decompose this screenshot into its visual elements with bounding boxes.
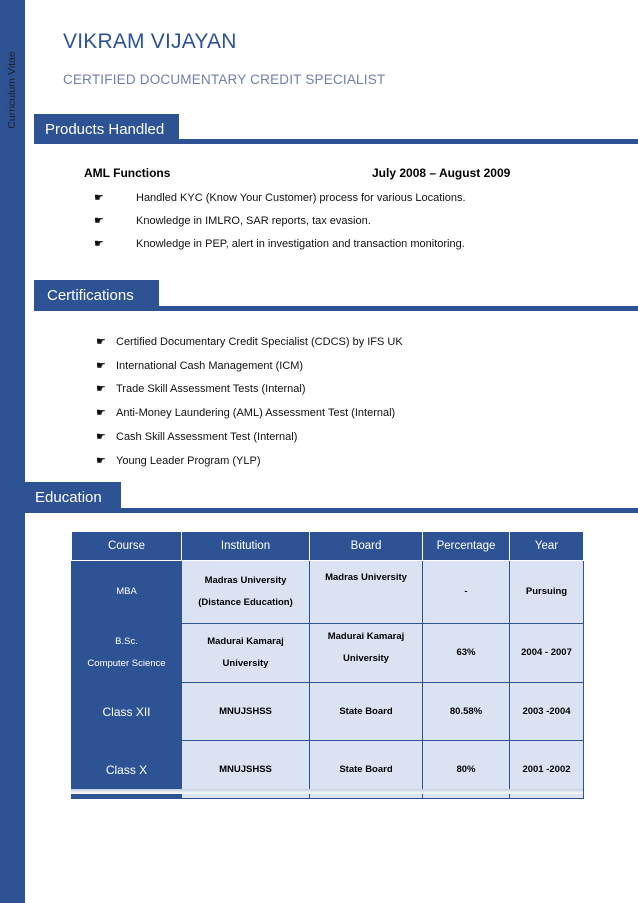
- table-row: [72, 561, 584, 624]
- cell-line: Madras University: [204, 575, 287, 586]
- cell-line: B.Sc.: [115, 636, 138, 647]
- product-bullet: [94, 191, 466, 204]
- certification-item: [96, 382, 306, 395]
- pointing-hand-icon: ☛: [96, 431, 106, 443]
- product-bullet: [94, 237, 465, 250]
- year-cell: 2004 - 2007: [510, 624, 584, 683]
- institution-cell: [182, 561, 310, 624]
- cell-line: Computer Science: [87, 658, 166, 669]
- certifications-section-heading: Certifications: [34, 280, 159, 310]
- bullet-text: Handled KYC (Know Your Customer) process for various Locations.: [136, 191, 466, 204]
- percentage-cell: 80%: [423, 741, 510, 799]
- header-year: Year: [510, 532, 584, 561]
- pointing-hand-icon: ☛: [96, 455, 106, 467]
- certification-text: Certified Documentary Credit Specialist (CDCS) by IFS UK: [116, 335, 403, 348]
- certification-text: Anti-Money Laundering (AML) Assessment Test (Internal): [116, 406, 396, 419]
- curriculum-vitae-label: Curriculum Vitae: [6, 51, 18, 129]
- pointing-hand-icon: ☛: [96, 360, 106, 372]
- cell-line: Madurai Kamaraj: [207, 636, 284, 647]
- institution-cell: [182, 683, 310, 741]
- job-dates: July 2008 – August 2009: [372, 166, 511, 180]
- certification-item: [96, 335, 403, 348]
- cell-line: University: [343, 653, 389, 664]
- header-course: Course: [72, 532, 182, 561]
- cell-line: Class X: [105, 762, 148, 777]
- cell-line: (Distance Education): [198, 597, 293, 608]
- pointing-hand-icon: ☛: [96, 407, 106, 419]
- candidate-name: VIKRAM VIJAYAN: [63, 30, 237, 53]
- bullet-text: Knowledge in IMLRO, SAR reports, tax evasion.: [136, 214, 371, 227]
- job-role: AML Functions: [84, 166, 171, 180]
- certification-item: [96, 454, 261, 467]
- year-cell: 2001 -2002: [510, 741, 584, 799]
- cell-line: Madurai Kamaraj: [327, 631, 405, 642]
- header-board: Board: [310, 532, 423, 561]
- cell-line: State Board: [339, 763, 393, 775]
- certification-text: Trade Skill Assessment Tests (Internal): [116, 382, 306, 395]
- year-cell: Pursuing: [510, 561, 584, 624]
- education-table: [71, 531, 584, 799]
- table-row: [72, 683, 584, 741]
- certification-text: Young Leader Program (YLP): [116, 454, 261, 467]
- percentage-cell: 80.58%: [423, 683, 510, 741]
- cell-line: Class XII: [102, 704, 151, 719]
- education-section-heading: Education: [24, 482, 121, 512]
- certification-item: [96, 359, 303, 372]
- percentage-cell: 63%: [423, 624, 510, 683]
- table-header-row: [72, 532, 584, 561]
- cell-line: MBA: [116, 586, 137, 597]
- products-section-heading: Products Handled: [34, 114, 179, 144]
- header-institution: Institution: [182, 532, 310, 561]
- year-cell: 2003 -2004: [510, 683, 584, 741]
- pointing-hand-icon: ☛: [94, 238, 104, 250]
- certification-text: Cash Skill Assessment Test (Internal): [116, 430, 298, 443]
- course-cell: [72, 683, 182, 741]
- cell-line: MNUJSHSS: [219, 763, 272, 775]
- table-row: [72, 624, 584, 683]
- board-cell: [310, 561, 423, 624]
- pointing-hand-icon: ☛: [94, 192, 104, 204]
- institution-cell: [182, 624, 310, 683]
- certification-text: International Cash Management (ICM): [116, 359, 304, 372]
- cell-line: State Board: [339, 705, 393, 717]
- cell-line: University: [222, 658, 269, 669]
- board-cell: [310, 624, 423, 683]
- course-cell: [72, 624, 182, 683]
- pointing-hand-icon: ☛: [96, 383, 106, 395]
- header-percentage: Percentage: [423, 532, 510, 561]
- course-cell: [72, 561, 182, 624]
- cell-line: MNUJSHSS: [219, 705, 272, 717]
- pointing-hand-icon: ☛: [94, 215, 104, 227]
- bullet-text: Knowledge in PEP, alert in investigation and transaction monitoring.: [136, 237, 465, 250]
- product-bullet: [94, 214, 371, 227]
- percentage-cell: -: [423, 561, 510, 624]
- board-cell: [310, 683, 423, 741]
- table-shadow: [71, 789, 583, 794]
- pointing-hand-icon: ☛: [96, 336, 106, 348]
- certification-item: [96, 430, 297, 443]
- certification-item: [96, 406, 395, 419]
- cell-line: Madras University: [325, 572, 407, 583]
- candidate-subtitle: CERTIFIED DOCUMENTARY CREDIT SPECIALIST: [63, 72, 386, 87]
- left-accent-bar: [0, 0, 25, 903]
